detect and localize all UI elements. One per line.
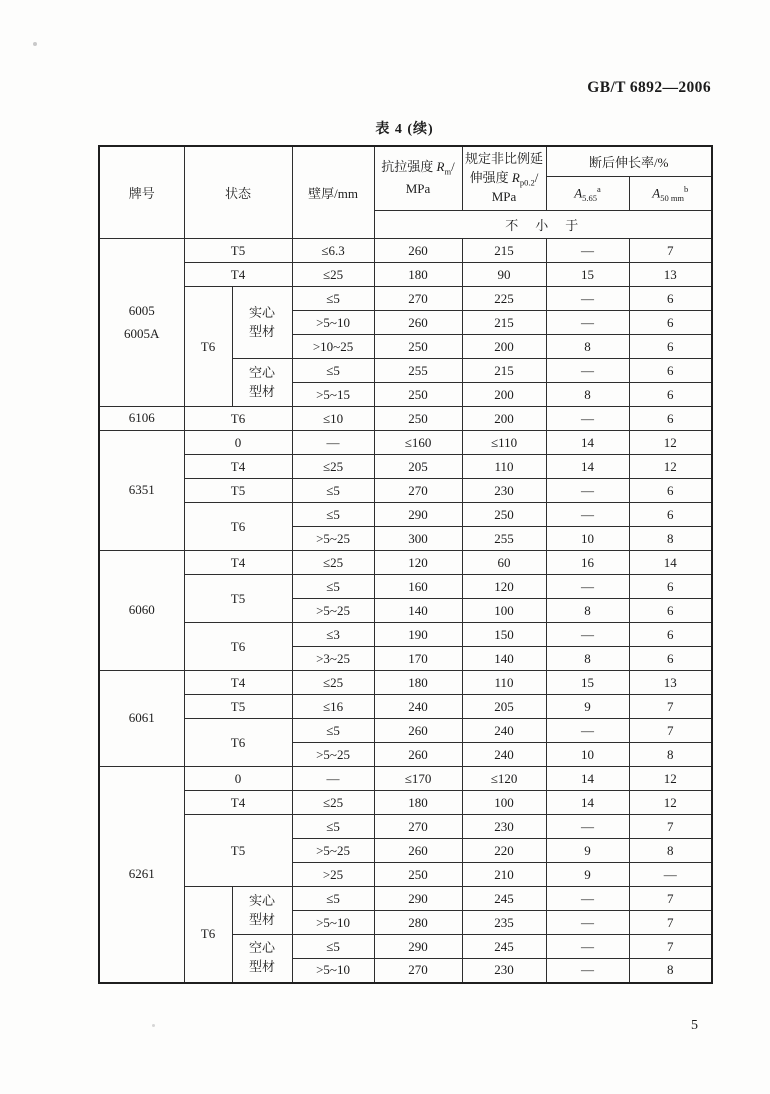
temper-cell: T5 [184, 239, 292, 263]
header-not-less-than: 不 小 于 [374, 211, 712, 239]
thickness-cell: ≤10 [292, 407, 374, 431]
tensile-value-cell: 190 [374, 623, 462, 647]
a50-value-cell: 6 [629, 479, 712, 503]
proof-value-cell: 225 [462, 287, 546, 311]
a565-value-cell: — [546, 503, 629, 527]
thickness-cell: ≤5 [292, 815, 374, 839]
proof-value-cell: 240 [462, 743, 546, 767]
a50-value-cell: 14 [629, 551, 712, 575]
a50-value-cell: 12 [629, 767, 712, 791]
table-row [99, 551, 712, 575]
a565-value-cell: 10 [546, 743, 629, 767]
a50-value-cell: 6 [629, 311, 712, 335]
proof-value-cell: 210 [462, 863, 546, 887]
proof-label-line1: 规定非比例延 [465, 151, 544, 167]
tensile-value-cell: 300 [374, 527, 462, 551]
grade-cell: 6261 [99, 767, 184, 983]
a50-value-cell: 6 [629, 599, 712, 623]
proof-value-cell: ≤120 [462, 767, 546, 791]
a50-value-cell: — [629, 863, 712, 887]
a50-value-cell: 6 [629, 359, 712, 383]
table-row [99, 407, 712, 431]
tensile-value-cell: 205 [374, 455, 462, 479]
proof-unit: MPa [491, 189, 517, 205]
temper-cell: T6 [184, 719, 292, 767]
a565-value-cell: — [546, 575, 629, 599]
tensile-value-cell: ≤160 [374, 431, 462, 455]
a565-value-cell: 16 [546, 551, 629, 575]
a565-value-cell: 15 [546, 263, 629, 287]
proof-value-cell: 110 [462, 671, 546, 695]
proof-value-cell: 60 [462, 551, 546, 575]
table-row [99, 815, 712, 839]
header-grade: 牌号 [99, 146, 184, 239]
a50-value-cell: 12 [629, 455, 712, 479]
a565-subscript: 5.65 [582, 192, 598, 203]
proof-value-cell: 215 [462, 359, 546, 383]
a565-value-cell: — [546, 911, 629, 935]
header-thickness: 壁厚/mm [292, 146, 374, 239]
thickness-cell: >5~25 [292, 743, 374, 767]
temper-cell: T6 [184, 407, 292, 431]
tensile-value-cell: 260 [374, 311, 462, 335]
thickness-cell: ≤5 [292, 887, 374, 911]
proof-value-cell: 230 [462, 815, 546, 839]
a50-value-cell: 7 [629, 815, 712, 839]
thickness-cell: >5~25 [292, 527, 374, 551]
thickness-cell: >5~10 [292, 911, 374, 935]
a50-value-cell: 7 [629, 887, 712, 911]
proof-value-cell: 240 [462, 719, 546, 743]
a565-value-cell: — [546, 479, 629, 503]
table-title: 表 4 (续) [375, 122, 434, 137]
temper-cell: T4 [184, 551, 292, 575]
grade-cell: 6061 [99, 671, 184, 767]
temper-cell: T5 [184, 479, 292, 503]
a565-value-cell: 14 [546, 431, 629, 455]
tensile-value-cell: 180 [374, 263, 462, 287]
temper-cell: T4 [184, 263, 292, 287]
proof-symbol: R [511, 169, 520, 185]
a565-value-cell: 9 [546, 863, 629, 887]
thickness-cell: ≤5 [292, 503, 374, 527]
temper-cell: T5 [184, 815, 292, 887]
grade-cell: 6005 6005A [99, 239, 184, 407]
thickness-cell: ≤3 [292, 623, 374, 647]
a565-value-cell: — [546, 815, 629, 839]
tensile-symbol: R [436, 159, 445, 174]
header-a565 [546, 177, 629, 211]
thickness-cell: ≤5 [292, 575, 374, 599]
temper-cell: T4 [184, 455, 292, 479]
table-row [99, 791, 712, 815]
tensile-value-cell: 250 [374, 335, 462, 359]
proof-subscript: p0.2 [519, 177, 535, 188]
a50-value-cell: 6 [629, 503, 712, 527]
a50-value-cell: 7 [629, 239, 712, 263]
grade-cell: 6351 [99, 431, 184, 551]
a50-value-cell: 8 [629, 527, 712, 551]
thickness-cell: ≤25 [292, 551, 374, 575]
a565-value-cell: 9 [546, 695, 629, 719]
proof-value-cell: 230 [462, 479, 546, 503]
proof-value-cell: 120 [462, 575, 546, 599]
a50-value-cell: 8 [629, 743, 712, 767]
thickness-cell: ≤5 [292, 359, 374, 383]
table-row [99, 623, 712, 647]
temper-cell: T6 [184, 887, 232, 983]
thickness-cell: >5~25 [292, 599, 374, 623]
a50-value-cell: 13 [629, 671, 712, 695]
a50-value-cell: 7 [629, 695, 712, 719]
profile-cell: 实心 型材 [232, 887, 292, 935]
proof-slash: / [534, 169, 539, 185]
a565-value-cell: 9 [546, 839, 629, 863]
proof-value-cell: ≤110 [462, 431, 546, 455]
a565-value-cell: 14 [546, 455, 629, 479]
a565-value-cell: 15 [546, 671, 629, 695]
profile-cell: 空心 型材 [232, 359, 292, 407]
thickness-cell: >25 [292, 863, 374, 887]
proof-value-cell: 245 [462, 887, 546, 911]
table-row [99, 767, 712, 791]
header-a50 [629, 177, 712, 211]
tensile-value-cell: 250 [374, 407, 462, 431]
header-proof-strength [462, 146, 546, 211]
scan-speck [152, 1024, 155, 1027]
proof-value-cell: 235 [462, 911, 546, 935]
thickness-cell: ≤5 [292, 719, 374, 743]
tensile-label: 抗拉强度 [381, 159, 437, 174]
a565-value-cell: — [546, 719, 629, 743]
tensile-value-cell: 160 [374, 575, 462, 599]
thickness-cell: — [292, 767, 374, 791]
tensile-value-cell: 140 [374, 599, 462, 623]
proof-value-cell: 200 [462, 383, 546, 407]
proof-value-cell: 90 [462, 263, 546, 287]
a565-value-cell: — [546, 935, 629, 959]
table-row [99, 575, 712, 599]
thickness-cell: ≤6.3 [292, 239, 374, 263]
mechanical-properties-table [98, 145, 713, 984]
proof-value-cell: 200 [462, 407, 546, 431]
tensile-value-cell: 290 [374, 503, 462, 527]
profile-cell: 空心 型材 [232, 935, 292, 983]
thickness-cell: ≤16 [292, 695, 374, 719]
a565-value-cell: — [546, 239, 629, 263]
tensile-value-cell: 270 [374, 959, 462, 983]
tensile-value-cell: 270 [374, 287, 462, 311]
grade-cell: 6060 [99, 551, 184, 671]
a565-value-cell: — [546, 623, 629, 647]
a565-value-cell: — [546, 311, 629, 335]
temper-cell: T5 [184, 575, 292, 623]
thickness-cell: >5~15 [292, 383, 374, 407]
tensile-value-cell: 270 [374, 479, 462, 503]
a565-value-cell: 10 [546, 527, 629, 551]
proof-value-cell: 100 [462, 599, 546, 623]
temper-cell: 0 [184, 767, 292, 791]
tensile-value-cell: ≤170 [374, 767, 462, 791]
proof-value-cell: 220 [462, 839, 546, 863]
a565-value-cell: 8 [546, 647, 629, 671]
proof-value-cell: 230 [462, 959, 546, 983]
temper-cell: T6 [184, 287, 232, 407]
a50-value-cell: 6 [629, 407, 712, 431]
thickness-cell: ≤25 [292, 791, 374, 815]
table-row [99, 455, 712, 479]
tensile-value-cell: 260 [374, 719, 462, 743]
grade-cell: 6106 [99, 407, 184, 431]
tensile-value-cell: 290 [374, 887, 462, 911]
temper-cell: T6 [184, 623, 292, 671]
table-row [99, 239, 712, 263]
tensile-value-cell: 250 [374, 383, 462, 407]
a50-value-cell: 6 [629, 335, 712, 359]
table-row [99, 287, 712, 311]
thickness-cell: ≤5 [292, 287, 374, 311]
table-header [99, 146, 712, 239]
page-number: 5 [691, 1018, 698, 1033]
a565-value-cell: 14 [546, 767, 629, 791]
tensile-value-cell: 270 [374, 815, 462, 839]
profile-cell: 实心 型材 [232, 287, 292, 359]
thickness-cell: >5~10 [292, 311, 374, 335]
a50-value-cell: 7 [629, 911, 712, 935]
temper-cell: 0 [184, 431, 292, 455]
proof-value-cell: 140 [462, 647, 546, 671]
table-row [99, 695, 712, 719]
proof-value-cell: 150 [462, 623, 546, 647]
tensile-value-cell: 290 [374, 935, 462, 959]
thickness-cell: — [292, 431, 374, 455]
a565-value-cell: — [546, 959, 629, 983]
thickness-cell: ≤5 [292, 479, 374, 503]
a50-symbol: A [652, 185, 661, 201]
a50-value-cell: 6 [629, 623, 712, 647]
tensile-value-cell: 170 [374, 647, 462, 671]
a565-value-cell: — [546, 887, 629, 911]
tensile-value-cell: 180 [374, 791, 462, 815]
proof-value-cell: 200 [462, 335, 546, 359]
thickness-cell: >5~10 [292, 959, 374, 983]
a565-value-cell: — [546, 359, 629, 383]
tensile-value-cell: 250 [374, 863, 462, 887]
tensile-value-cell: 255 [374, 359, 462, 383]
table-row [99, 887, 712, 911]
tensile-value-cell: 260 [374, 743, 462, 767]
scan-speck [33, 42, 37, 46]
temper-cell: T5 [184, 695, 292, 719]
table-row [99, 263, 712, 287]
a565-value-cell: — [546, 287, 629, 311]
tensile-value-cell: 280 [374, 911, 462, 935]
tensile-value-cell: 180 [374, 671, 462, 695]
tensile-value-cell: 260 [374, 239, 462, 263]
table-row [99, 503, 712, 527]
a50-value-cell: 6 [629, 575, 712, 599]
proof-value-cell: 215 [462, 239, 546, 263]
tensile-unit: MPa [405, 181, 431, 197]
proof-value-cell: 250 [462, 503, 546, 527]
table-row [99, 479, 712, 503]
a565-value-cell: 8 [546, 335, 629, 359]
a50-value-cell: 7 [629, 935, 712, 959]
temper-cell: T4 [184, 791, 292, 815]
a50-value-cell: 6 [629, 383, 712, 407]
a50-value-cell: 6 [629, 287, 712, 311]
table-body [99, 239, 712, 983]
thickness-cell: ≤25 [292, 455, 374, 479]
standard-code: GB/T 6892—2006 [587, 79, 711, 96]
a565-superscript: a [597, 184, 601, 195]
table-row [99, 671, 712, 695]
tensile-subscript: m [444, 166, 452, 177]
thickness-cell: ≤25 [292, 263, 374, 287]
proof-value-cell: 205 [462, 695, 546, 719]
a50-value-cell: 13 [629, 263, 712, 287]
a50-value-cell: 8 [629, 959, 712, 983]
thickness-cell: ≤25 [292, 671, 374, 695]
header-temper: 状态 [184, 146, 292, 239]
proof-value-cell: 215 [462, 311, 546, 335]
a565-symbol: A [574, 185, 583, 201]
header-tensile-strength [374, 146, 462, 211]
header-row-1 [99, 146, 712, 177]
table-row [99, 431, 712, 455]
proof-label-line2: 伸强度 [469, 169, 512, 185]
a50-value-cell: 8 [629, 839, 712, 863]
thickness-cell: ≤5 [292, 935, 374, 959]
a50-value-cell: 12 [629, 791, 712, 815]
proof-value-cell: 245 [462, 935, 546, 959]
table-row [99, 719, 712, 743]
tensile-slash: / [451, 159, 455, 174]
a565-value-cell: 8 [546, 383, 629, 407]
temper-cell: T4 [184, 671, 292, 695]
a50-value-cell: 7 [629, 719, 712, 743]
proof-value-cell: 110 [462, 455, 546, 479]
proof-value-cell: 255 [462, 527, 546, 551]
temper-cell: T6 [184, 503, 292, 551]
tensile-value-cell: 240 [374, 695, 462, 719]
a50-superscript: b [684, 184, 689, 195]
header-elongation: 断后伸长率/% [546, 146, 712, 177]
thickness-cell: >5~25 [292, 839, 374, 863]
a50-value-cell: 12 [629, 431, 712, 455]
a565-value-cell: — [546, 407, 629, 431]
thickness-cell: >10~25 [292, 335, 374, 359]
thickness-cell: >3~25 [292, 647, 374, 671]
tensile-value-cell: 260 [374, 839, 462, 863]
a50-subscript: 50 mm [660, 192, 685, 203]
tensile-value-cell: 120 [374, 551, 462, 575]
a565-value-cell: 14 [546, 791, 629, 815]
a50-value-cell: 6 [629, 647, 712, 671]
proof-value-cell: 100 [462, 791, 546, 815]
a565-value-cell: 8 [546, 599, 629, 623]
